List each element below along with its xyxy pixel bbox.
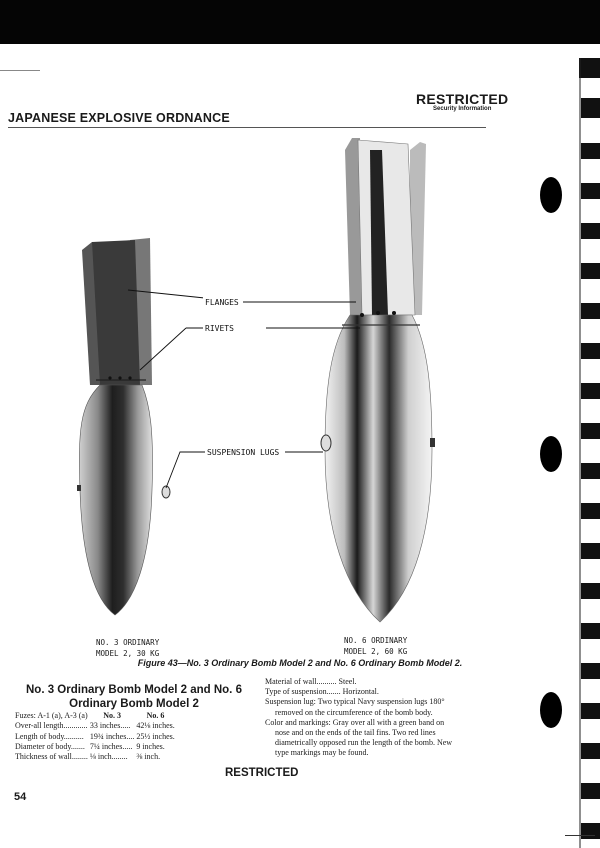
column-header-no6: No. 6 <box>146 711 165 721</box>
specifications-text: Material of wall.......... Steel. Type of suspension....... Horizontal. Suspension lug: Two typical Navy suspension lugs 180° removed on the circumference of the bomb body. Color and markings: Gray over all with a green band on nose and on the ends of the tail fins. Two red lines diametrically opposed run the length of the bomb. New type markings may be found. <box>265 677 565 759</box>
table-row: Length of body.......... 19¾ inches.... 25½ inches. <box>15 731 175 741</box>
binding-edge <box>565 58 600 848</box>
table-row: Thickness of wall........ ⅛ inch........ ⅜ inch. <box>15 752 161 762</box>
table-row: Over-all length............ 33 inches..... 42⅛ inches. <box>15 721 175 731</box>
bomb-no6 <box>321 138 435 622</box>
bomb-no3 <box>77 238 170 615</box>
suspension-type-line: Type of suspension....... Horizontal. <box>265 687 379 697</box>
column-header-no3: No. 3 <box>103 711 121 721</box>
security-information-label: Security Information <box>433 106 492 112</box>
callout-flanges: FLANGES <box>205 298 239 307</box>
left-bomb-label: NO. 3 ORDINARY MODEL 2, 30 KG <box>96 638 160 658</box>
scan-top-border <box>0 0 600 44</box>
callout-rivets: RIVETS <box>205 324 234 333</box>
running-header-title: JAPANESE EXPLOSIVE ORDNANCE <box>8 111 230 125</box>
classification-header <box>416 91 508 112</box>
table-row: Diameter of body....... 7¼ inches..... 9 inches. <box>15 741 165 751</box>
table-row: Fuzes: A-1 (a), A-3 (a) No. 3 No. 6 <box>14 711 176 721</box>
page-number: 54 <box>14 791 27 803</box>
footer-restricted: RESTRICTED <box>225 767 299 779</box>
material-line: Material of wall.......... Steel. <box>265 677 357 686</box>
section-title: No. 3 Ordinary Bomb Model 2 and No. 6 Ordinary Bomb Model 2 <box>26 684 242 710</box>
scan-artifact-line <box>565 835 595 836</box>
right-bomb-label: NO. 6 ORDINARY MODEL 2, 60 KG <box>344 636 408 656</box>
bomb-illustration <box>0 130 560 640</box>
figure-caption: Figure 43—No. 3 Ordinary Bomb Model 2 and No. 6 Ordinary Bomb Model 2. <box>137 658 463 668</box>
scan-artifact-line <box>0 70 40 71</box>
spec-table <box>14 711 176 762</box>
callout-suspension-lugs: SUSPENSION LUGS <box>207 448 280 457</box>
suspension-lug-line: Suspension lug: Two typical Navy suspension lugs 180° <box>265 697 445 707</box>
color-markings-line: Color and markings: Gray over all with a green band on <box>265 717 445 727</box>
header-rule <box>8 127 486 128</box>
restricted-label: RESTRICTED <box>416 91 509 107</box>
